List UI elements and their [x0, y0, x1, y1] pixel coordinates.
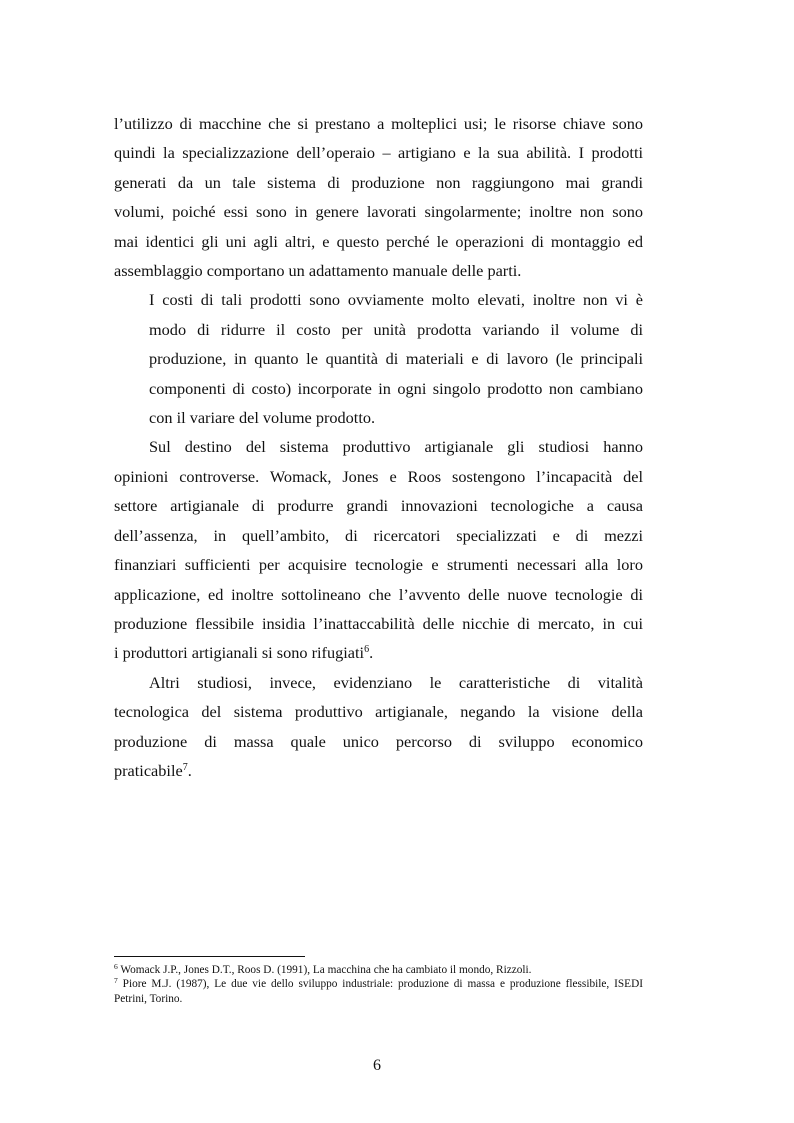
footnote-text: Womack J.P., Jones D.T., Roos D. (1991), La macchina che ha cambiato il mondo, Rizzoli.	[120, 964, 532, 976]
text-line: generati da un tale sistema di produzione non raggiungono mai grandi	[114, 172, 643, 192]
text-line: componenti di costo) incorporate in ogni singolo prodotto non cambiano	[149, 378, 643, 398]
text-line-with-footnote	[114, 638, 643, 667]
text-segment: praticabile	[114, 760, 183, 780]
footnote-7	[114, 977, 643, 1006]
text-line: con il variare del volume prodotto.	[149, 408, 376, 428]
footnote-number: 6	[114, 962, 118, 971]
text-line: modo di ridurre il costo per unità prodotta variando il volume di	[149, 319, 643, 339]
footnotes	[114, 963, 643, 1006]
footnote-text: Piore M.J. (1987), Le due vie dello sviluppo industriale: produzione di massa e produzione flessibile, ISEDI Petrini, Torino.	[114, 978, 643, 1005]
text-line: produzione, in quanto le quantità di materiali e di lavoro (le principali	[149, 349, 643, 369]
text-line: Sul destino del sistema produttivo artigianale gli studiosi hanno	[149, 437, 643, 457]
footnote-number: 7	[114, 976, 118, 986]
text-segment: .	[187, 760, 192, 780]
text-line: quindi la specializzazione dell’operaio – artigiano e la sua abilità. I prodotti	[114, 143, 643, 163]
page-number: 6	[373, 1057, 381, 1074]
paragraph-2	[114, 285, 643, 432]
text-line-with-footnote	[114, 756, 643, 785]
text-segment: .	[369, 643, 374, 663]
text-line: settore artigianale di produrre grandi innovazioni tecnologiche a causa	[114, 496, 643, 516]
body-text	[114, 109, 643, 785]
paragraph-1	[114, 109, 643, 285]
text-line: produzione di massa quale unico percorso di sviluppo economico	[114, 731, 643, 751]
text-line: produzione flessibile insidia l’inattaccabilità delle nicchie di mercato, in cui	[114, 613, 643, 633]
text-line: opinioni controverse. Womack, Jones e Roos sostengono l’incapacità del	[114, 466, 643, 486]
text-line: applicazione, ed inoltre sottolineano che l’avvento delle nuove tecnologie di	[114, 584, 643, 604]
text-line: I costi di tali prodotti sono ovviamente molto elevati, inoltre non vi è	[149, 290, 643, 310]
text-line: tecnologica del sistema produttivo artigianale, negando la visione della	[114, 702, 643, 722]
footnote-6	[114, 963, 643, 977]
text-line: volumi, poiché essi sono in genere lavorati singolarmente; inoltre non sono	[114, 202, 643, 222]
text-line: l’utilizzo di macchine che si prestano a molteplici usi; le risorse chiave sono	[114, 114, 643, 133]
text-line: Altri studiosi, invece, evidenziano le caratteristiche di vitalità	[149, 672, 643, 692]
paragraph-4	[114, 668, 643, 786]
text-segment: i produttori artigianali si sono rifugiati	[114, 643, 365, 663]
paragraph-3	[114, 432, 643, 667]
footnote-ref-6[interactable]: 6	[364, 644, 370, 656]
footnote-divider	[114, 956, 305, 957]
text-line: mai identici gli uni agli altri, e questo perché le operazioni di montaggio ed	[114, 231, 643, 251]
text-line: assemblaggio comportano un adattamento manuale delle parti.	[114, 261, 522, 281]
text-line: finanziari sufficienti per acquisire tecnologie e strumenti necessari alla loro	[114, 555, 643, 575]
text-line: dell’assenza, in quell’ambito, di ricercatori specializzati e di mezzi	[114, 525, 643, 545]
footnote-ref-7[interactable]: 7	[182, 761, 188, 773]
